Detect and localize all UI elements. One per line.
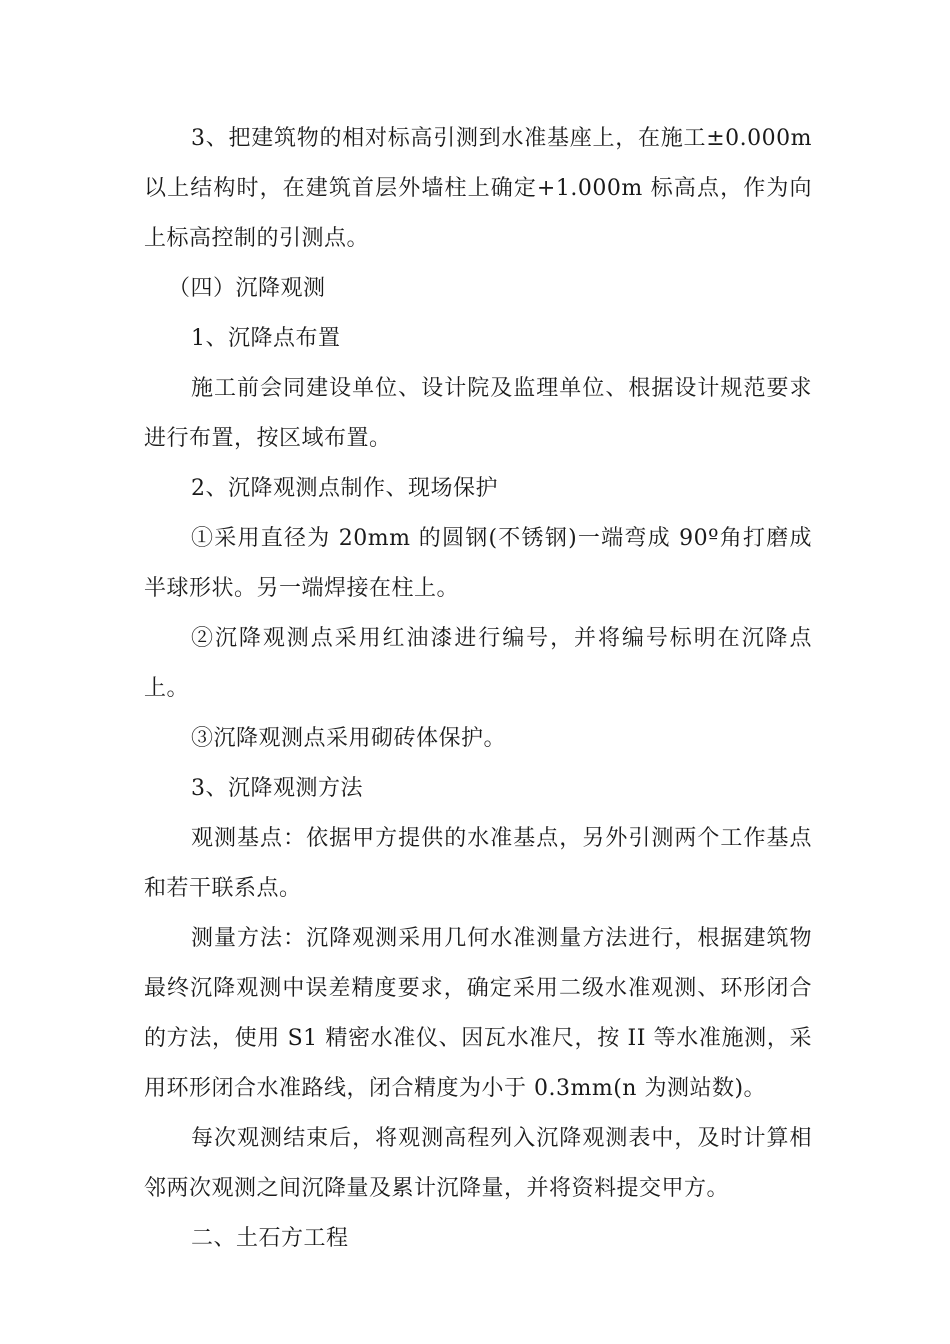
paragraph-measurement-method: 测量方法：沉降观测采用几何水准测量方法进行，根据建筑物最终沉降观测中误差精度要求，确定采用二级水准观测、环形闭合的方法，使用 S1 精密水准仪、因瓦水准尺，按 II 等水准施测，采用环形闭合水准路线，闭合精度为小于 0.3mm(n 为测站数)。 <box>144 926 812 1101</box>
paragraph-base-points: 观测基点：依据甲方提供的水准基点，另外引测两个工作基点和若干联系点。 <box>144 826 812 901</box>
paragraph-after-observation: 每次观测结束后，将观测高程列入沉降观测表中，及时计算相邻两次观测之间沉降量及累计沉降量，并将资料提交甲方。 <box>144 1126 812 1201</box>
paragraph-elevation-transfer: 3、把建筑物的相对标高引测到水准基座上，在施工±0.000m 以上结构时，在建筑首层外墙柱上确定+1.000m 标高点，作为向上标高控制的引测点。 <box>144 126 812 251</box>
subheading-point-layout: 1、沉降点布置 <box>191 326 341 351</box>
subheading-observation-method: 3、沉降观测方法 <box>191 776 363 801</box>
document-body <box>144 114 812 1264</box>
section-heading-earthwork: 二、土石方工程 <box>191 1226 349 1251</box>
paragraph-point-layout: 施工前会同建设单位、设计院及监理单位、根据设计规范要求进行布置，按区域布置。 <box>144 376 812 451</box>
subheading-point-making-protection: 2、沉降观测点制作、现场保护 <box>191 476 498 501</box>
paragraph-steel-bar: ①采用直径为 20mm 的圆钢(不锈钢)一端弯成 90º角打磨成半球形状。另一端焊接在柱上。 <box>144 526 812 601</box>
paragraph-numbering: ②沉降观测点采用红油漆进行编号，并将编号标明在沉降点上。 <box>144 626 812 701</box>
section-heading-settlement-observation: （四）沉降观测 <box>168 276 326 301</box>
paragraph-brick-protection: ③沉降观测点采用砌砖体保护。 <box>191 726 507 751</box>
